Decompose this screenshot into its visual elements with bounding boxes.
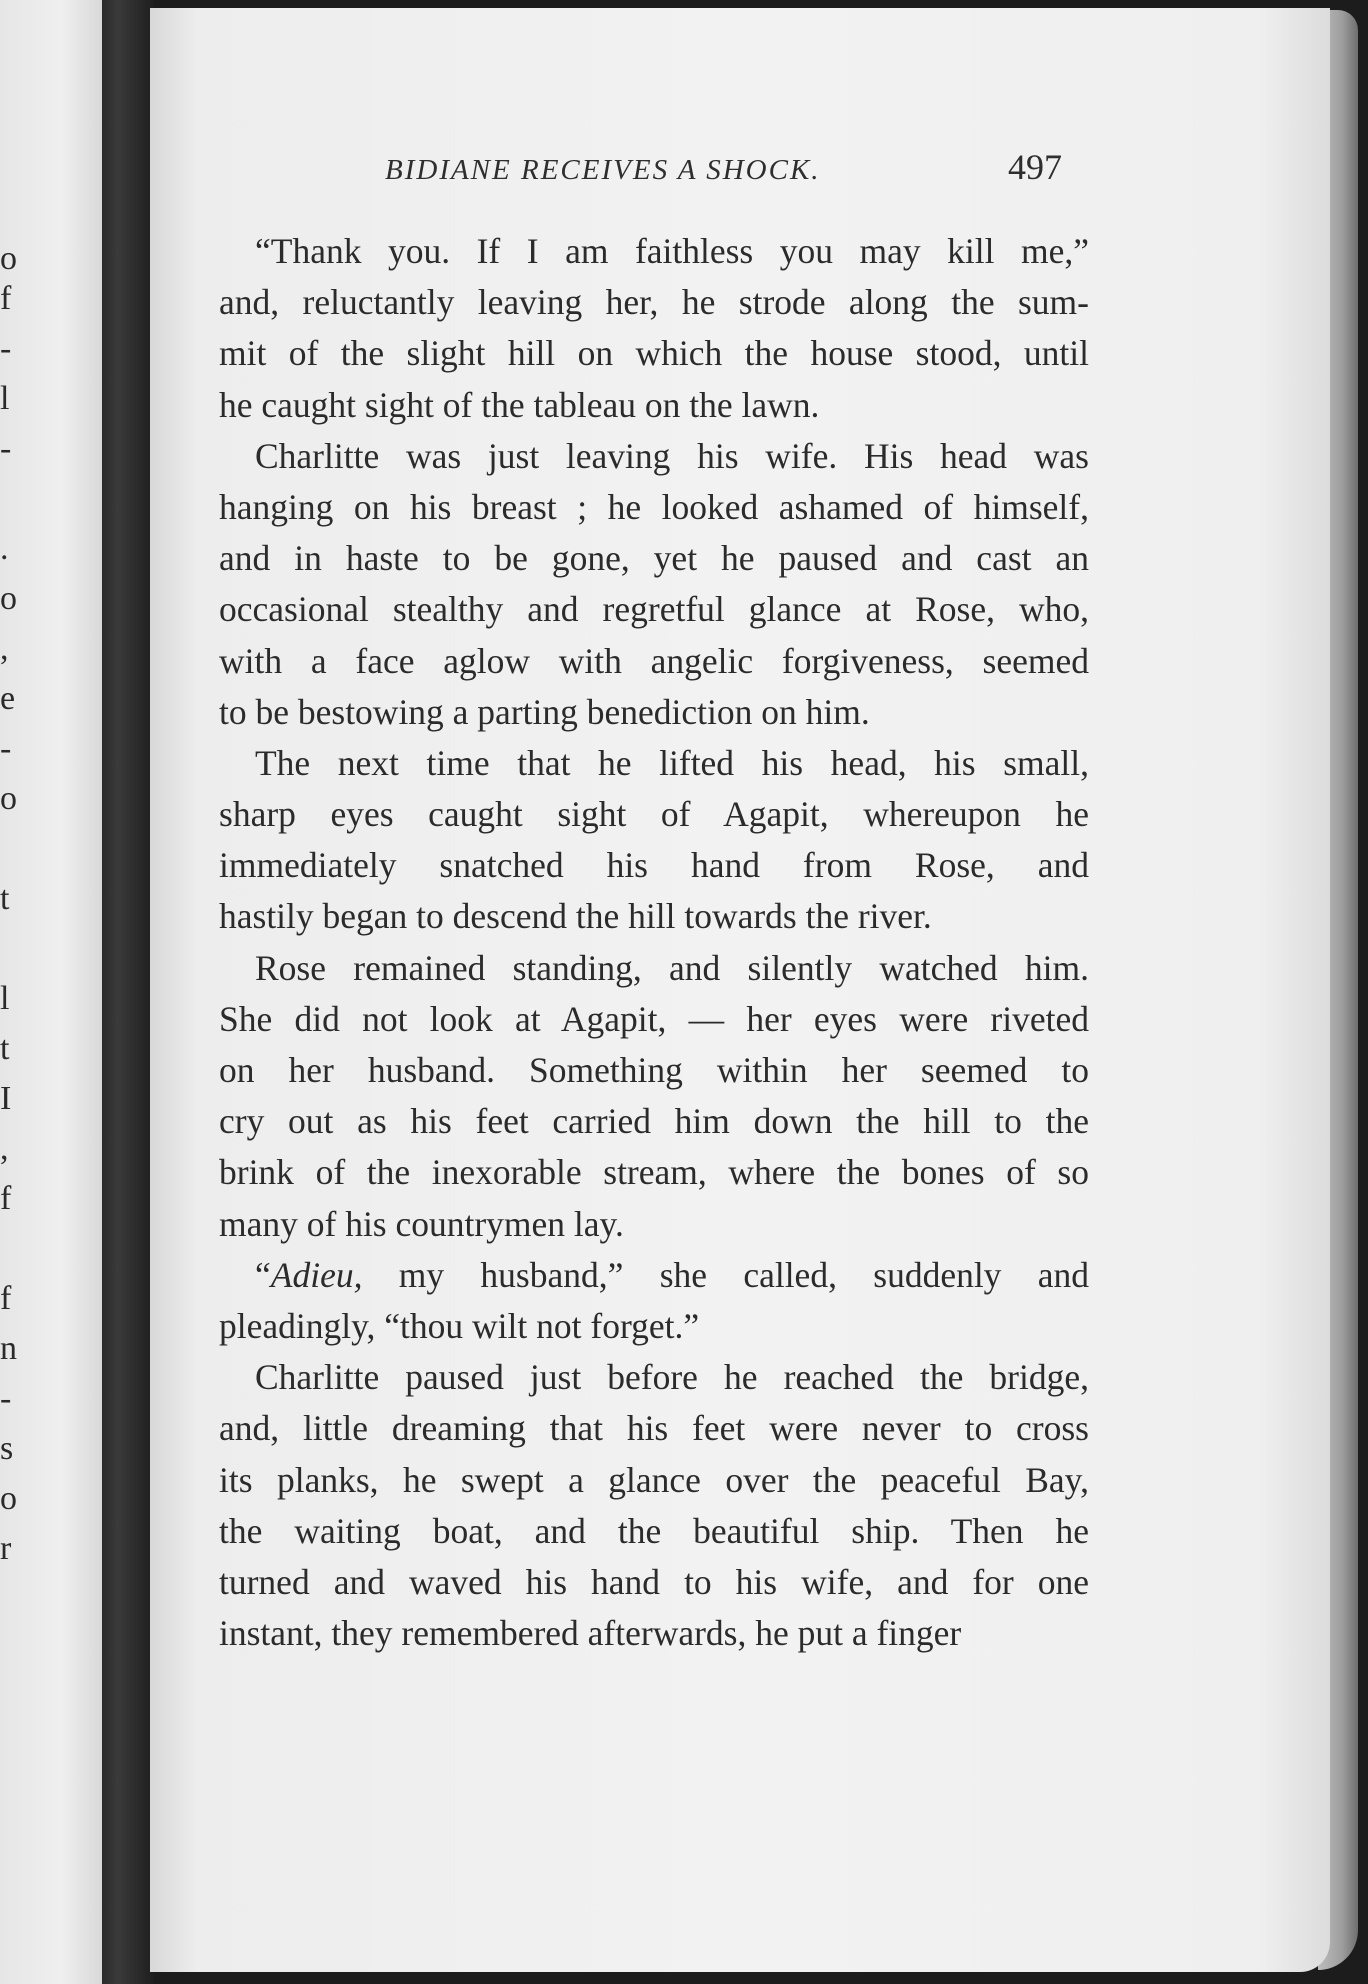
body-text (219, 226, 1089, 1659)
facing-page-edge-letter: , (0, 1130, 9, 1167)
text-line: many of his countrymen lay. (219, 1203, 624, 1244)
facing-page-edge-letter: e (0, 680, 16, 717)
facing-page-edge-letter: o (0, 1480, 17, 1517)
text-line: he caught sight of the tableau on the lawn. (219, 384, 820, 425)
facing-page-edge-letter: f (0, 280, 12, 317)
facing-page-edge-letter: I (0, 1080, 12, 1117)
facing-page-edge-letter: f (0, 1180, 12, 1217)
text-line: immediately snatched his hand from Rose, and (219, 845, 1089, 886)
facing-page-edge-letter: t (0, 880, 10, 917)
facing-page-edge-letter: o (0, 580, 17, 617)
text-line: to be bestowing a parting benediction on him. (219, 691, 870, 732)
paragraph (219, 1250, 1089, 1352)
facing-page-edge-letter: o (0, 780, 17, 817)
facing-page-edge-letter: . (0, 530, 9, 567)
text-line: the waiting boat, and the beautiful ship. Then he (219, 1510, 1089, 1551)
text-line: and, reluctantly leaving her, he strode along the sum- (219, 282, 1089, 323)
facing-page-edge-letter: - (0, 730, 12, 767)
italic-word: Adieu, (270, 1254, 363, 1295)
page-header (380, 146, 1070, 200)
text-line: Rose remained standing, and silently watched him. (255, 947, 1089, 988)
text-line (219, 1250, 1089, 1301)
line-rest: my husband,” she called, suddenly and (362, 1254, 1089, 1295)
facing-page-edge-letter: o (0, 240, 17, 277)
text-line: instant, they remembered afterwards, he put a finger (219, 1613, 962, 1654)
paragraph (219, 738, 1089, 943)
facing-page-edge-letter: , (0, 630, 9, 667)
facing-page-edge-letter: - (0, 1380, 12, 1417)
text-line: cry out as his feet carried him down the hill to the (219, 1101, 1089, 1142)
text-line: occasional stealthy and regretful glance at Rose, who, (219, 589, 1089, 630)
text-line: and in haste to be gone, yet he paused and cast an (219, 538, 1089, 579)
text-line: its planks, he swept a glance over the peaceful Bay, (219, 1459, 1089, 1500)
facing-page-edge-letter: f (0, 1280, 12, 1317)
text-line: hastily began to descend the hill towards the river. (219, 896, 932, 937)
text-line: sharp eyes caught sight of Agapit, whereupon he (219, 794, 1089, 835)
text-line: Charlitte paused just before he reached the bridge, (255, 1357, 1089, 1398)
book-gutter (102, 0, 154, 1984)
facing-page (0, 0, 102, 1984)
text-line: She did not look at Agapit, — her eyes were riveted (219, 998, 1089, 1039)
running-head: BIDIANE RECEIVES A SHOCK. (385, 154, 821, 186)
text-line: The next time that he lifted his head, his small, (255, 742, 1089, 783)
text-line: “Thank you. If I am faithless you may kill me,” (255, 231, 1089, 271)
text-line: mit of the slight hill on which the house stood, until (219, 333, 1089, 374)
text-line: on her husband. Something within her seemed to (219, 1050, 1089, 1090)
paragraph (219, 1352, 1089, 1659)
opening-quote: “ (255, 1254, 271, 1295)
text-line: turned and waved his hand to his wife, and for one (219, 1561, 1089, 1602)
paragraph (219, 226, 1089, 431)
facing-page-edge-letter: l (0, 380, 10, 417)
facing-page-edge-letter: - (0, 330, 12, 367)
text-line: Charlitte was just leaving his wife. His head was (255, 435, 1089, 476)
facing-page-edge-letter: s (0, 1430, 14, 1467)
text-line: brink of the inexorable stream, where the bones of so (219, 1152, 1089, 1193)
text-line: hanging on his breast ; he looked ashamed of himself, (219, 486, 1089, 527)
paragraph (219, 943, 1089, 1250)
facing-page-edge-letter: l (0, 980, 10, 1017)
text-line: and, little dreaming that his feet were never to cross (219, 1408, 1089, 1449)
facing-page-edge-letter: n (0, 1330, 17, 1367)
facing-page-edge-letter: t (0, 1030, 10, 1067)
text-line: pleadingly, “thou wilt not forget.” (219, 1305, 700, 1346)
paragraph (219, 431, 1089, 738)
page-number: 497 (1008, 147, 1062, 187)
facing-page-edge-letter: r (0, 1530, 12, 1567)
facing-page-edge-letter: - (0, 430, 12, 467)
text-line: with a face aglow with angelic forgiveness, seemed (219, 640, 1089, 681)
